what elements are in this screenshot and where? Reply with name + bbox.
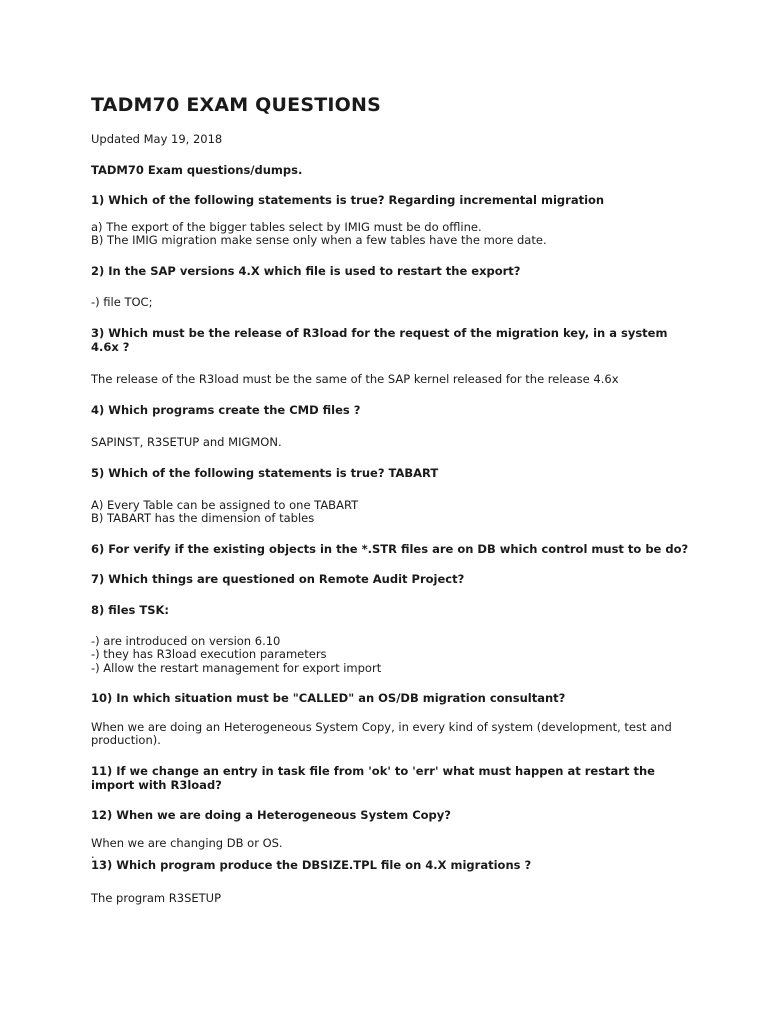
question-6: 6) For verify if the existing objects in the *.STR files are on DB which control must to be do? bbox=[91, 541, 689, 556]
document-title: TADM70 EXAM QUESTIONS bbox=[91, 94, 381, 116]
answer-line: SAPINST, R3SETUP and MIGMON. bbox=[91, 435, 282, 450]
answer-line: . bbox=[91, 847, 95, 862]
question-5: 5) Which of the following statements is true? TABART bbox=[91, 465, 439, 480]
question-2: 2) In the SAP versions 4.X which file is used to restart the export? bbox=[91, 263, 521, 278]
answer-3 bbox=[91, 373, 691, 387]
question-13: 13) Which program produce the DBSIZE.TPL file on 4.X migrations ? bbox=[91, 858, 532, 873]
question-8: 8) files TSK: bbox=[91, 602, 170, 617]
answer-4 bbox=[91, 436, 691, 450]
question-11: 11) If we change an entry in task file from 'ok' to 'err' what must happen at restart the import with R3load? bbox=[91, 764, 655, 792]
document-page bbox=[91, 92, 691, 906]
question-1: 1) Which of the following statements is true? Regarding incremental migration bbox=[91, 193, 605, 207]
answer-line: A) Every Table can be assigned to one TABART bbox=[91, 497, 359, 512]
question-4: 4) Which programs create the CMD files ? bbox=[91, 402, 361, 417]
answer-line: -) file TOC; bbox=[91, 295, 153, 310]
answer-line: B) TABART has the dimension of tables bbox=[91, 511, 315, 526]
question-12: 12) When we are doing a Heterogeneous System Copy? bbox=[91, 808, 451, 823]
intro-line: TADM70 Exam questions/dumps. bbox=[91, 163, 303, 177]
answer-1 bbox=[91, 221, 691, 248]
question-10: 10) In which situation must be "CALLED" an OS/DB migration consultant? bbox=[91, 691, 566, 706]
answer-line: When we are doing an Heterogeneous System Copy, in every kind of system (development, test and production). bbox=[91, 719, 672, 748]
question-7: 7) Which things are questioned on Remote Audit Project? bbox=[91, 572, 465, 587]
answer-line: B) The IMIG migration make sense only when a few tables have the more date. bbox=[91, 233, 547, 248]
updated-date: Updated May 19, 2018 bbox=[91, 132, 223, 146]
answer-line: The program R3SETUP bbox=[91, 891, 222, 906]
answer-5 bbox=[91, 499, 691, 526]
answer-10 bbox=[91, 721, 691, 748]
answer-line: -) are introduced on version 6.10 bbox=[91, 633, 281, 648]
answer-line: The release of the R3load must be the same of the SAP kernel released for the release 4.6x bbox=[91, 372, 619, 387]
question-3: 3) Which must be the release of R3load for the request of the migration key, in a system 4.6x ? bbox=[91, 325, 668, 354]
answer-line: a) The export of the bigger tables select by IMIG must be do offline. bbox=[91, 219, 482, 234]
answer-line: When we are changing DB or OS. bbox=[91, 835, 283, 850]
answer-13 bbox=[91, 892, 691, 906]
answer-12 bbox=[91, 837, 691, 860]
answer-line: -) Allow the restart management for export import bbox=[91, 660, 382, 675]
answer-8 bbox=[91, 635, 691, 676]
answer-line: -) they has R3load execution parameters bbox=[91, 647, 327, 662]
answer-2 bbox=[91, 296, 691, 310]
